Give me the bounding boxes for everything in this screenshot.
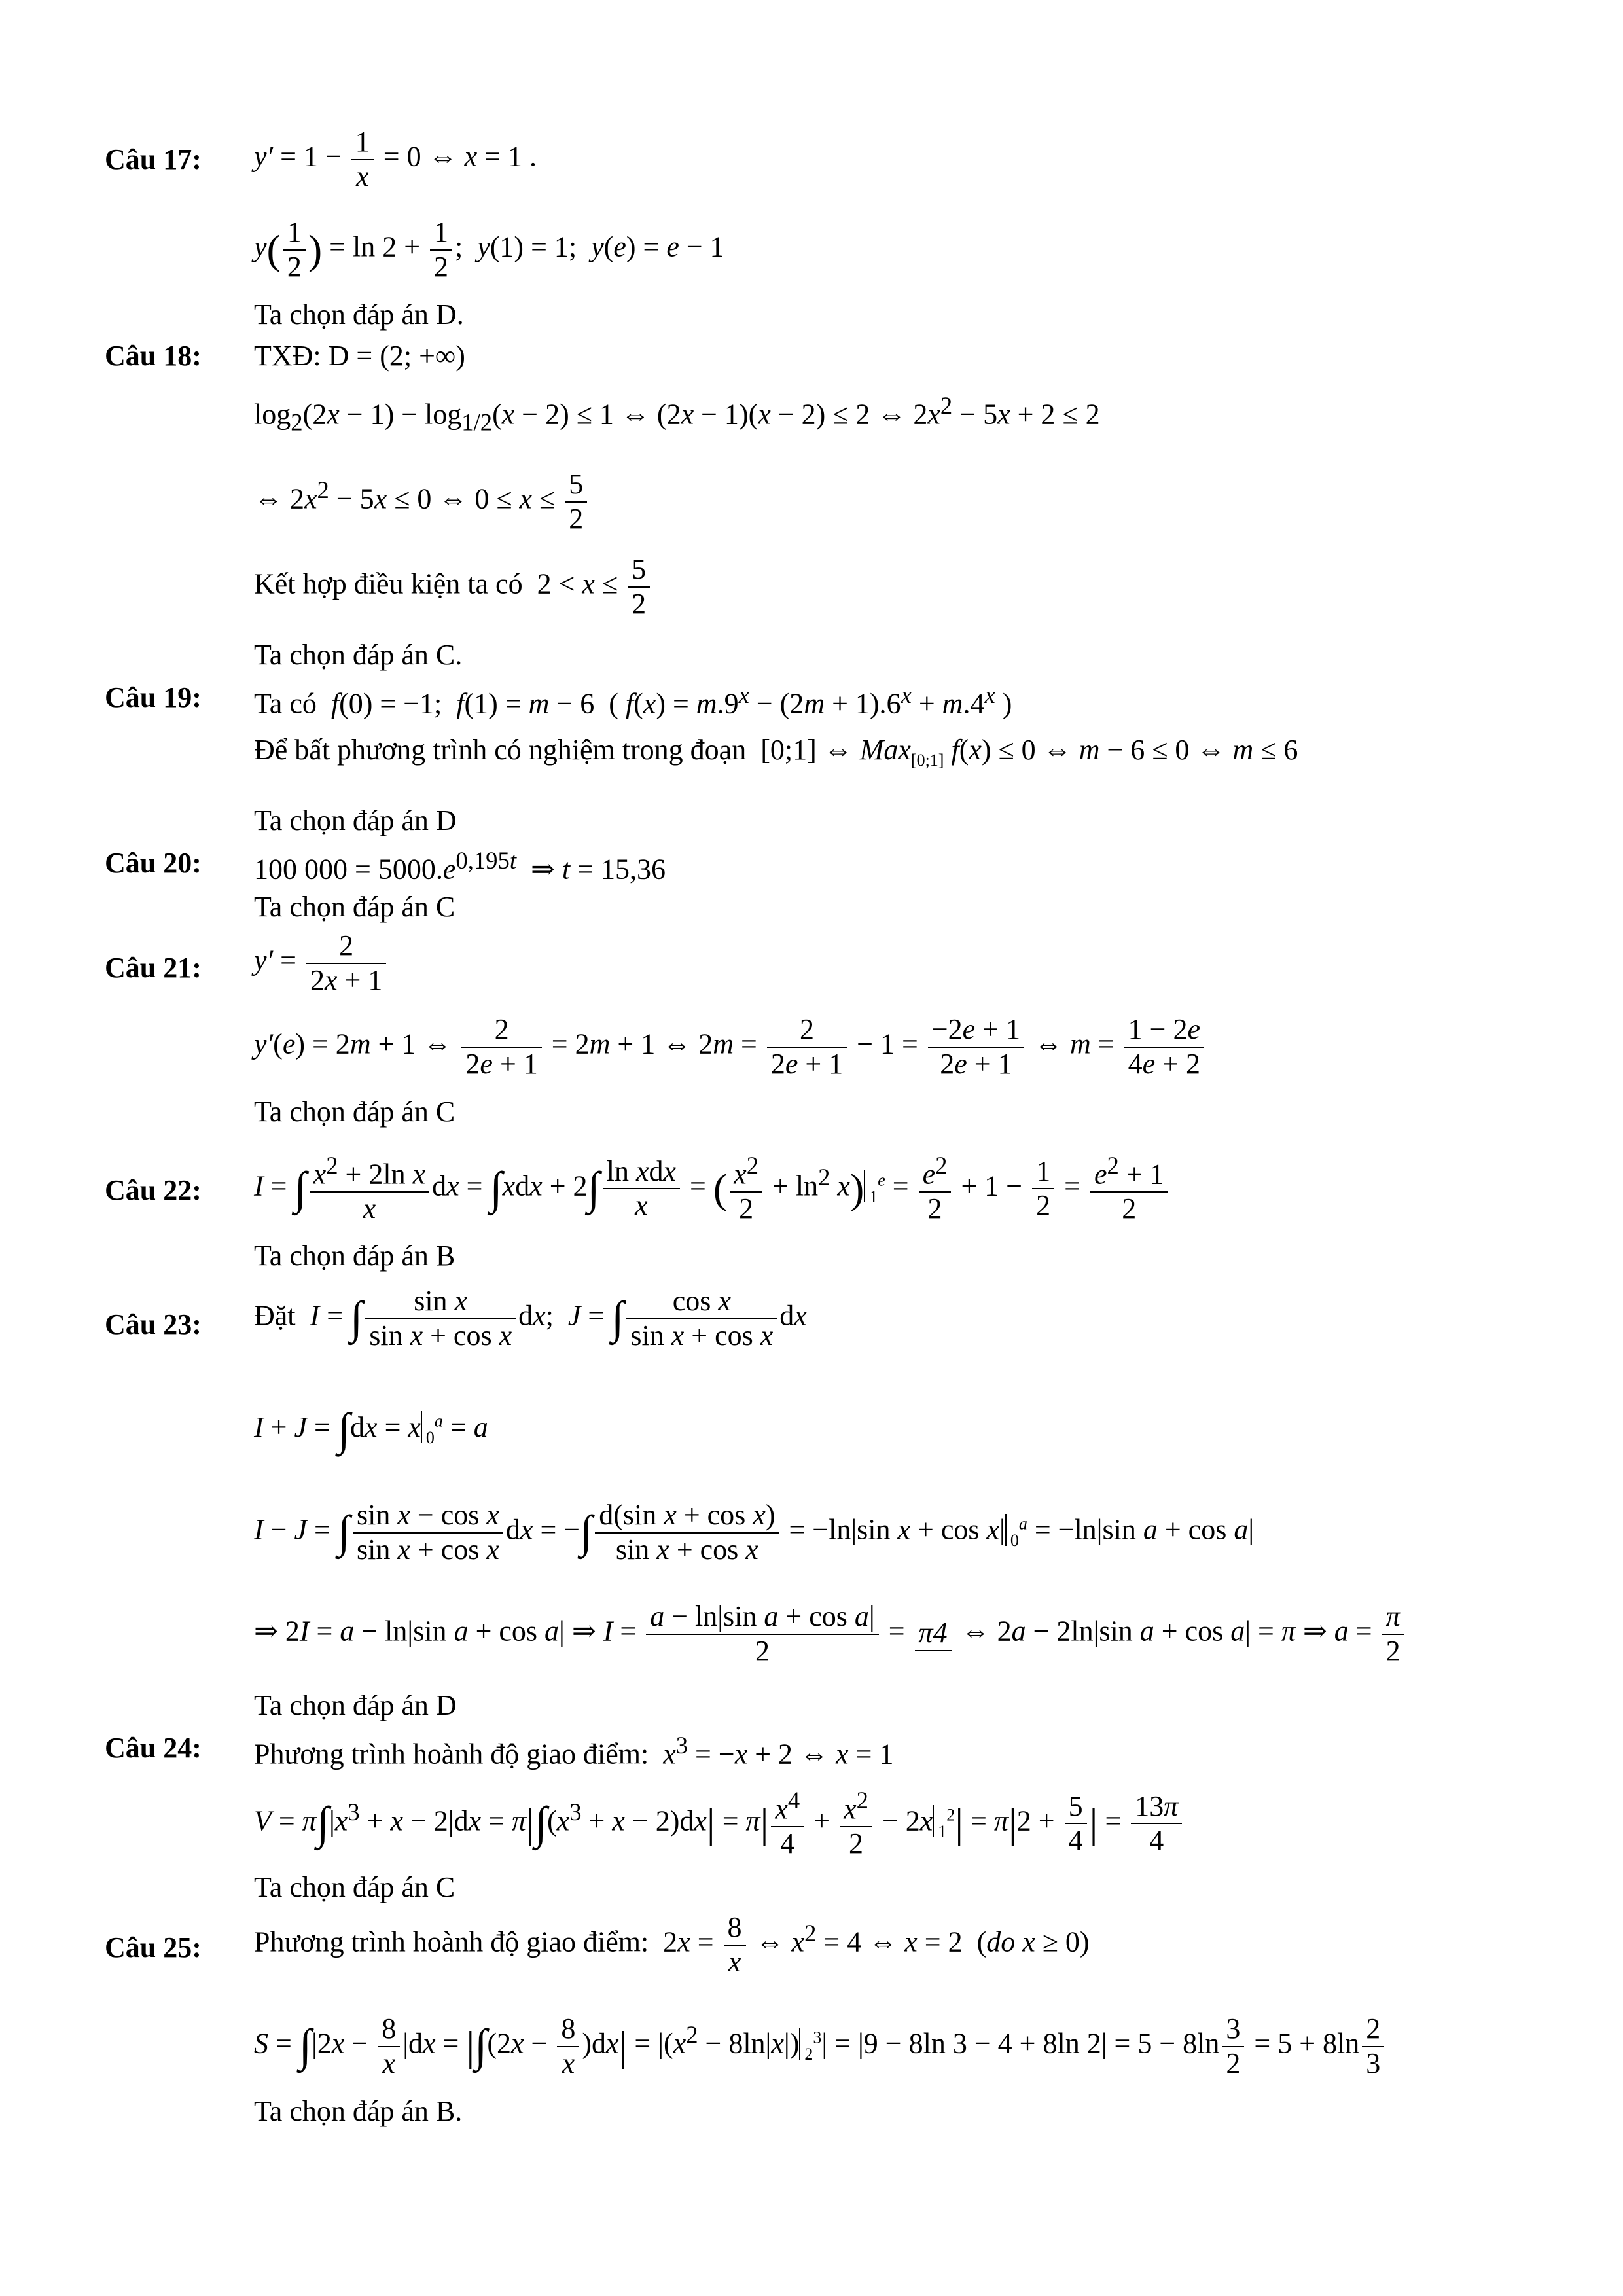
q19-line-1: Ta có f(0) = −1; f(1) = m − 6 ( $f(x) = m.9^x - (2m + 1).6^x + m.4^x$ ): [254, 681, 1012, 720]
q21-answer: Ta chọn đáp án C: [254, 1096, 455, 1128]
q18-line-4: Kết hợp điều kiện ta có 2 < x ≤ $\frac{5}{2}$: [254, 553, 652, 620]
q23-answer: Ta chọn đáp án D: [254, 1689, 457, 1721]
question-25-label: Câu 25:: [105, 1931, 202, 1964]
q19-line-2: Để bất phương trình có nghiệm trong đoạn [0;1] ⇔ Max$_{[0;1]}$ f(x) ≤ 0 ⇔ m − 6 ≤ 0 ⇔ m ≤ 6: [254, 734, 1298, 770]
q25-line-1: Phương trình hoành độ giao điểm: 2x = $\frac{8}{x}$ ⇔ $x^2 = 4$ ⇔ x = 2 (do x ≥ 0): [254, 1911, 1090, 1978]
q17-line-2: y( $\frac{1}{2}$ ) = ln 2 + $\frac{1}{2}$ ; y(1) = 1; y(e) = e − 1: [254, 216, 724, 283]
q23-line-2: I + J = ∫dx = x $_0^a$ = a: [254, 1405, 488, 1455]
question-20-label: Câu 20:: [105, 847, 202, 879]
q18-line-2: $\log_2(2x - 1) - \log_{1/2}(x - 2) \le 1$ ⇔ (2x − 1)(x − 2) ≤ 2 ⇔ $2x^2 - 5x + 2 \le 2$: [254, 392, 1100, 436]
q24-line-1: Phương trình hoành độ giao điểm: $x^3 = -x + 2$ ⇔ x = 1: [254, 1732, 894, 1770]
q22-answer: Ta chọn đáp án B: [254, 1240, 455, 1272]
q17-answer: Ta chọn đáp án D.: [254, 298, 464, 331]
question-21-label: Câu 21:: [105, 952, 202, 984]
q18-line-3: ⇔ $2x^2 - 5x \le 0$ ⇔ 0 ≤ x ≤ $\frac{5}{2}$: [254, 468, 590, 535]
q23-line-3: I − J = ∫ $\frac{\text{sin x − cos x}}{\text{sin x + cos x}}$ dx = −∫ $\frac{\text{d(sin x + cos x)}}{\text{sin x + cos x}}$ = −ln|sin x + cos x| $_0^a$ = −ln|sin a + cos a|: [254, 1499, 1255, 1566]
question-24-label: Câu 24:: [105, 1732, 202, 1764]
q22-line-1: I = ∫ $\frac{x^2 + 2\ln x}{x}$ dx = ∫xdx + 2∫ $\frac{\text{ln xdx}}{x}$ = ( $\frac{x^2}{2}$ + $\ln^2 x$) $_1^e$ = $\frac{e^2}{2}$ + 1 − $\frac{1}{2}$ = $\frac{e^2 + 1}{2}$: [254, 1152, 1171, 1226]
q25-answer: Ta chọn đáp án B.: [254, 2095, 463, 2127]
q18-line-1: TXĐ: D = (2; +∞): [254, 340, 465, 372]
q20-answer: Ta chọn đáp án C: [254, 891, 455, 923]
q25-line-2: S = ∫|2x − $\frac{8}{x}$ |dx = |∫(2x − $\frac{8}{x}$ )$dx| = |(x^2 - 8\ln|x|) _2^3| = |9 - 8\ln$ 3 − 4 + 8ln 2| = 5 − 8ln $\frac{3}{2}$ = 5 + 8ln $\frac{2}{3}$: [254, 2013, 1387, 2080]
q20-line-1: 100 $000 = 5000.e^{0,195t}$ ⇒ t = 15,36: [254, 847, 666, 886]
question-22-label: Câu 22:: [105, 1174, 202, 1206]
q23-line-1: Đặt I = ∫ $\frac{\text{sin x}}{\text{sin x + cos x}}$ dx; J = ∫ $\frac{\text{cos x}}{\text{sin x + cos x}}$ dx: [254, 1285, 807, 1352]
question-23-label: Câu 23:: [105, 1308, 202, 1340]
q23-line-4: ⇒ 2I = a − ln|sin a + cos a| ⇒ I = $\frac{\text{a − ln|sin a + cos a|}}{2}$ = π4 ⇔ 2a − 2ln|sin a + cos a| = π ⇒ a = $\frac{\pi}{2}$: [254, 1600, 1407, 1668]
q18-answer: Ta chọn đáp án C.: [254, 639, 463, 671]
question-19-label: Câu 19:: [105, 681, 202, 713]
q19-answer: Ta chọn đáp án D: [254, 804, 457, 836]
q17-line-1: y′ = 1 − $\frac{1}{x}$ = 0 ⇔ x = 1 .: [254, 126, 537, 192]
question-18-label: Câu 18:: [105, 340, 202, 372]
q24-line-2: $V = \pi\int|x^3 + x - 2|dx = \pi|\int(x^3 + x - 2)dx| = \pi|$ $\frac{x^4}{4}$ + $\frac{x^2}{2}$ − 2x $_1^2$| = π|2 + $\frac{5}{4}$ | = $\frac{13\pi}{4}$: [254, 1787, 1185, 1861]
q21-line-2: y′(e) = 2m + 1 ⇔ $\frac{2}{2e + 1}$ = 2m + 1 ⇔ 2m = $\frac{2}{2e + 1}$ − 1 = $\frac{-2e + 1}{2e + 1}$ ⇔ m = $\frac{1 - 2e}{4e + 2}$: [254, 1013, 1207, 1081]
q24-answer: Ta chọn đáp án C: [254, 1871, 455, 1903]
question-17-label: Câu 17:: [105, 143, 202, 175]
q21-line-1: y′ = $\frac{2}{2x + 1}$: [254, 929, 389, 997]
